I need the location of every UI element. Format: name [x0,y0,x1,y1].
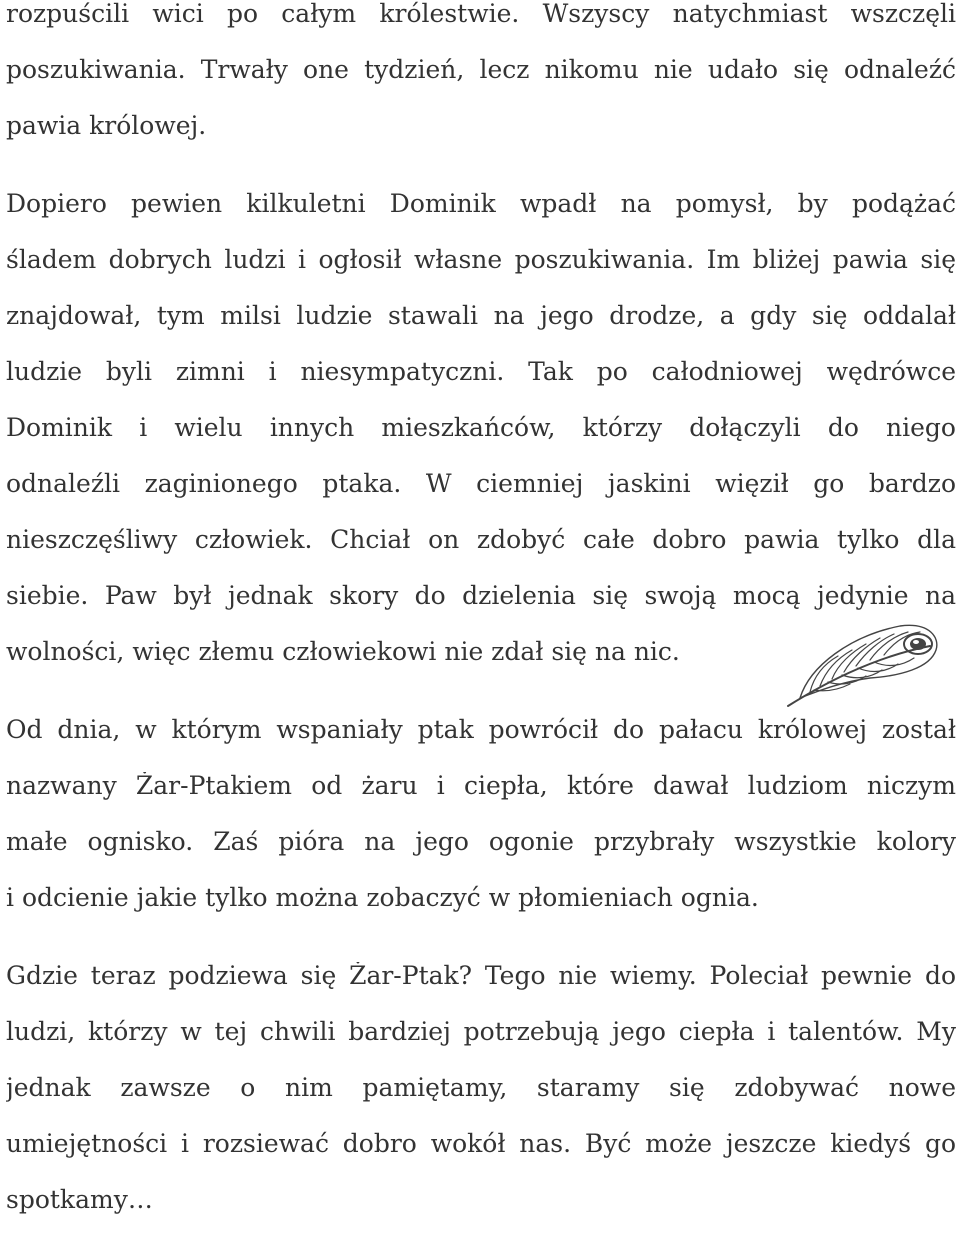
text-line: pawia królowej. [6,112,207,140]
text-line: nieszczęśliwy człowiek. Chciał on zdobyć całe dobro pawia tylko dla [6,526,956,554]
text-line: znajdował, tym milsi ludzie stawali na jego drodze, a gdy się oddalał [6,302,956,330]
text-line: odnaleźli zaginionego ptaka. W ciemniej jaskini więził go bardzo [6,470,956,498]
paragraph-3 [6,716,956,940]
text-line: siebie. Paw był jednak skory do dzielenia się swoją mocą jedynie na [6,582,956,610]
text-line: wolności, więc złemu człowiekowi nie zdał się na nic. [6,638,680,666]
text-line: rozpuścili wici po całym królestwie. Wszyscy natychmiast wszczęli [6,0,956,28]
text-line: i odcienie jakie tylko można zobaczyć w płomieniach ognia. [6,884,759,912]
text-line: poszukiwania. Trwały one tydzień, lecz nikomu nie udało się odnaleźć [6,56,956,84]
text-line: śladem dobrych ludzi i ogłosił własne poszukiwania. Im bliżej pawia się [6,246,956,274]
text-line: ludzi, którzy w tej chwili bardziej potrzebują jego ciepła i talentów. My [6,1018,956,1046]
text-line: jednak zawsze o nim pamiętamy, staramy się zdobywać nowe [6,1074,956,1102]
paragraph-1 [6,0,956,168]
paragraph-4 [6,962,956,1242]
text-line: umiejętności i rozsiewać dobro wokół nas. Być może jeszcze kiedyś go [6,1130,956,1158]
text-line: ludzie byli zimni i niesympatyczni. Tak po całodniowej wędrówce [6,358,956,386]
text-line: Dopiero pewien kilkuletni Dominik wpadł na pomysł, by podążać [6,190,956,218]
text-line: małe ognisko. Zaś pióra na jego ogonie przybrały wszystkie kolory [6,828,956,856]
text-line: spotkamy… [6,1186,153,1214]
text-line: Dominik i wielu innych mieszkańców, którzy dołączyli do niego [6,414,956,442]
text-line: Od dnia, w którym wspaniały ptak powrócił do pałacu królowej został [6,716,956,744]
text-line: Gdzie teraz podziewa się Żar-Ptak? Tego nie wiemy. Poleciał pewnie do [6,962,956,990]
text-line: nazwany Żar-Ptakiem od żaru i ciepła, które dawał ludziom niczym [6,772,956,800]
feather-icon [780,606,942,710]
